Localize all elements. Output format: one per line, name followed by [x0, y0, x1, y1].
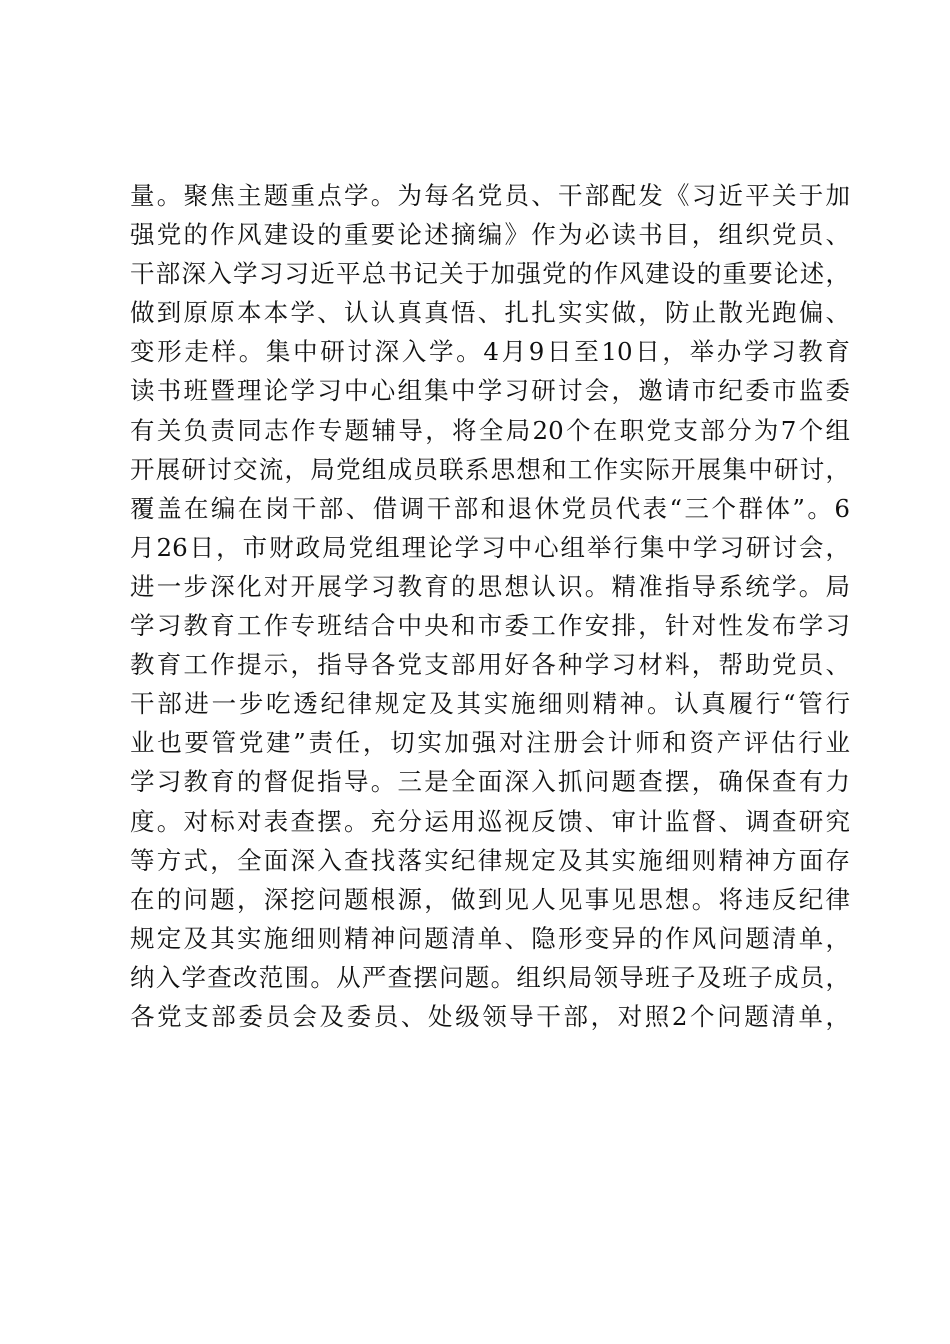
- body-paragraph: [130, 176, 850, 1036]
- text-line: 学习教育工作专班结合中央和市委工作安排，针对性发布学习: [130, 611, 850, 641]
- text-line: 规定及其实施细则精神问题清单、隐形变异的作风问题清单，: [130, 923, 850, 953]
- text-line: 有关负责同志作专题辅导，将全局20个在职党支部分为7个组: [130, 415, 850, 445]
- text-line: 量。聚焦主题重点学。为每名党员、干部配发《习近平关于加: [130, 181, 850, 210]
- text-line: 纳入学查改范围。从严查摆问题。组织局领导班子及班子成员，: [130, 962, 850, 992]
- text-line: 教育工作提示，指导各党支部用好各种学习材料，帮助党员、: [130, 650, 850, 680]
- text-line: 开展研讨交流，局党组成员联系思想和工作实际开展集中研讨，: [130, 454, 850, 484]
- text-line: 度。对标对表查摆。充分运用巡视反馈、审计监督、调查研究: [130, 806, 850, 836]
- text-line: 月26日，市财政局党组理论学习中心组举行集中学习研讨会，: [130, 532, 850, 562]
- text-line: 等方式，全面深入查找落实纪律规定及其实施细则精神方面存: [130, 845, 850, 875]
- text-line: 变形走样。集中研讨深入学。4月9日至10日，举办学习教育: [130, 337, 850, 367]
- text-line: 在的问题，深挖问题根源，做到见人见事见思想。将违反纪律: [130, 884, 850, 914]
- text-line: 业也要管党建”责任，切实加强对注册会计师和资产评估行业: [130, 728, 850, 758]
- text-line: 强党的作风建设的重要论述摘编》作为必读书目，组织党员、: [130, 220, 850, 250]
- text-line: 读书班暨理论学习中心组集中学习研讨会，邀请市纪委市监委: [130, 376, 850, 406]
- text-line: 进一步深化对开展学习教育的思想认识。精准指导系统学。局: [130, 571, 850, 601]
- text-line: 做到原原本本学、认认真真悟、扎扎实实做，防止散光跑偏、: [130, 298, 850, 328]
- text-line: 覆盖在编在岗干部、借调干部和退休党员代表“三个群体”。6: [130, 493, 850, 523]
- text-line: 学习教育的督促指导。三是全面深入抓问题查摆，确保查有力: [130, 767, 850, 797]
- text-line: 各党支部委员会及委员、处级领导干部，对照2个问题清单，: [130, 1001, 850, 1031]
- text-line: 干部进一步吃透纪律规定及其实施细则精神。认真履行“管行: [130, 689, 850, 719]
- text-line: 干部深入学习习近平总书记关于加强党的作风建设的重要论述，: [130, 259, 850, 289]
